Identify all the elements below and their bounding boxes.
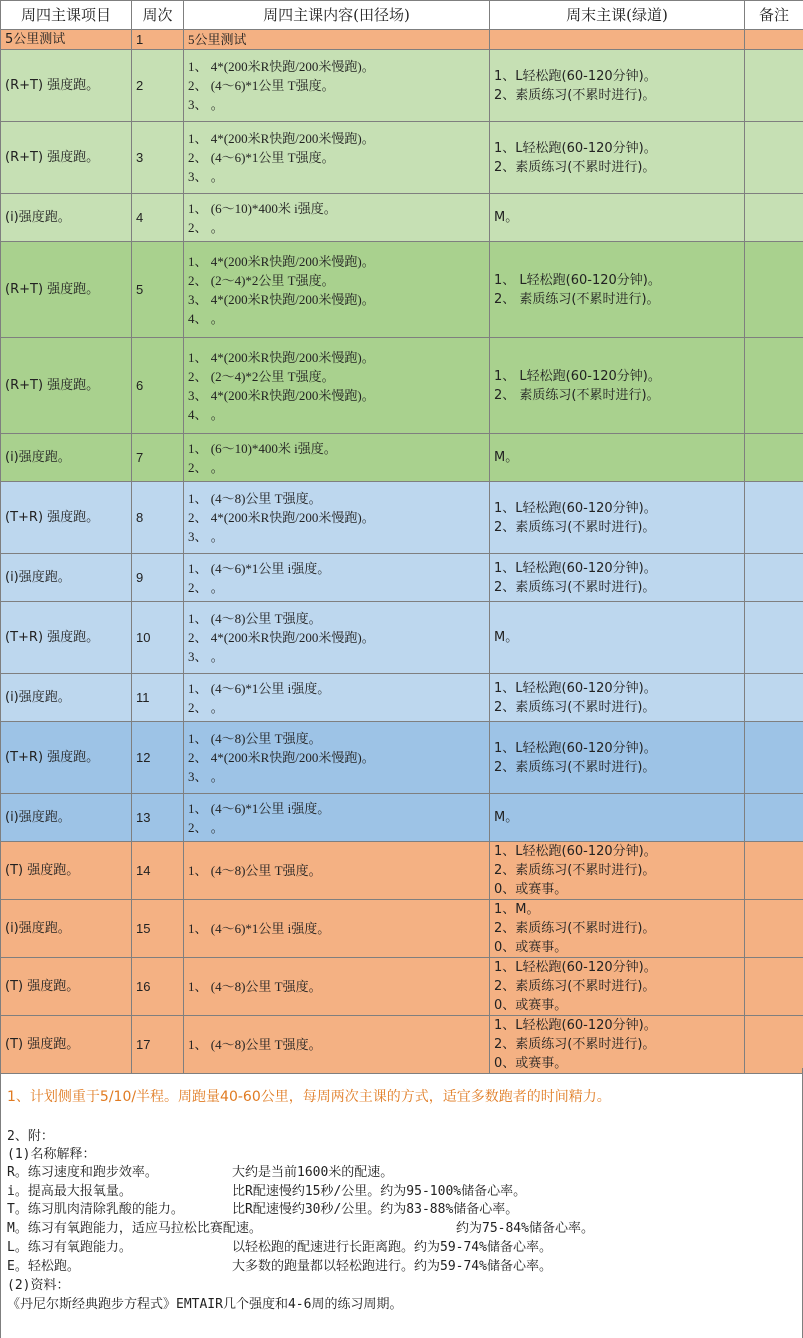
thursday-line: 2、 。 — [188, 219, 224, 235]
cell-weekend[interactable] — [490, 722, 745, 794]
thursday-line: 1、 4*(200米R快跑/200米慢跑)。 — [188, 349, 375, 365]
cell-note[interactable] — [745, 30, 803, 50]
weekend-line: 2、素质练习(不累时进行)。 — [494, 759, 656, 775]
cell-week[interactable]: 7 — [132, 434, 184, 482]
weekend-line: 2、素质练习(不累时进行)。 — [494, 519, 656, 535]
term-r-desc[interactable]: 大约是当前1600米的配速。 — [232, 1165, 394, 1180]
cell-type[interactable]: (i)强度跑。 — [1, 434, 132, 482]
cell-week[interactable]: 11 — [132, 674, 184, 722]
table-row — [1, 794, 803, 842]
cell-weekend[interactable] — [490, 194, 745, 242]
weekend-line: 1、 L轻松跑(60-120分钟)。 — [494, 368, 661, 384]
cell-note[interactable] — [745, 194, 803, 242]
weekend-line: 2、素质练习(不累时进行)。 — [494, 1037, 656, 1052]
weekend-line: 2、 素质练习(不累时进行)。 — [494, 387, 660, 403]
table-row — [1, 50, 803, 122]
cell-weekend[interactable] — [490, 30, 745, 50]
table-row — [1, 842, 803, 900]
cell-week[interactable]: 9 — [132, 554, 184, 602]
thursday-line: 1、 (6～10)*400米 i强度。 — [188, 440, 337, 456]
term-e-desc[interactable]: 大多数的跑量都以轻松跑进行。约为59-74%储备心率。 — [232, 1259, 552, 1274]
table-row — [1, 194, 803, 242]
table-row — [1, 122, 803, 194]
cell-week[interactable]: 10 — [132, 602, 184, 674]
weekend-line: M。 — [494, 630, 519, 645]
cell-week[interactable]: 2 — [132, 50, 184, 122]
table-row — [1, 1016, 803, 1074]
table-row — [1, 900, 803, 958]
thursday-line: 1、 (4～8)公里 T强度。 — [188, 611, 322, 626]
cell-note[interactable] — [745, 722, 803, 794]
cell-weekend[interactable] — [490, 674, 745, 722]
weekend-line: 1、L轻松跑(60-120分钟)。 — [494, 140, 657, 156]
cell-week[interactable]: 14 — [132, 842, 184, 900]
cell-thursday[interactable] — [184, 674, 490, 722]
cell-week[interactable]: 13 — [132, 794, 184, 842]
cell-type[interactable]: (R+T) 强度跑。 — [1, 242, 132, 338]
table-row — [1, 674, 803, 722]
cell-weekend[interactable] — [490, 554, 745, 602]
thursday-line: 1、 (4～8)公里 T强度。 — [188, 1037, 322, 1052]
cell-type[interactable]: (T) 强度跑。 — [1, 958, 132, 1016]
cell-thursday[interactable] — [184, 900, 490, 958]
cell-weekend[interactable] — [490, 338, 745, 434]
plan-note[interactable]: 1、计划侧重于5/10/半程。周跑量40-60公里，每周两次主课的方式，适宜多数跑者的时间精力。 — [7, 1089, 611, 1105]
table-row — [1, 602, 803, 674]
cell-weekend[interactable] — [490, 482, 745, 554]
cell-thursday[interactable] — [184, 842, 490, 900]
weekend-line: 2、素质练习(不累时进行)。 — [494, 979, 656, 994]
cell-note[interactable] — [745, 900, 803, 958]
cell-weekend[interactable] — [490, 50, 745, 122]
thursday-line: 4、 。 — [188, 310, 224, 326]
cell-week[interactable]: 16 — [132, 958, 184, 1016]
thursday-line: 1、 (4～8)公里 T强度。 — [188, 731, 322, 746]
thursday-line: 1、 (4～6)*1公里 i强度。 — [188, 800, 331, 816]
thursday-line: 1、 4*(200米R快跑/200米慢跑)。 — [188, 131, 375, 146]
cell-week[interactable]: 15 — [132, 900, 184, 958]
cell-thursday[interactable] — [184, 30, 490, 50]
cell-week[interactable]: 8 — [132, 482, 184, 554]
header-weekend[interactable]: 周末主课(绿道) — [490, 1, 745, 30]
table-row — [1, 434, 803, 482]
weekend-line: 2、素质练习(不累时进行)。 — [494, 699, 656, 715]
header-week[interactable]: 周次 — [132, 1, 184, 30]
cell-thursday[interactable] — [184, 958, 490, 1016]
source-text[interactable]: 《丹尼尔斯经典跑步方程式》EMTAIR几个强度和4-6周的练习周期。 — [7, 1297, 403, 1312]
term-l-desc[interactable]: 以轻松跑的配速进行长距离跑。约为59-74%储备心率。 — [232, 1240, 552, 1255]
cell-type[interactable]: (R+T) 强度跑。 — [1, 122, 132, 194]
cell-weekend[interactable] — [490, 434, 745, 482]
thursday-line: 1、 (4～8)公里 T强度。 — [188, 979, 322, 994]
term-r[interactable]: R。练习速度和跑步效率。 — [7, 1165, 158, 1180]
cell-weekend[interactable] — [490, 900, 745, 958]
cell-thursday[interactable] — [184, 794, 490, 842]
weekend-line: 1、L轻松跑(60-120分钟)。 — [494, 960, 657, 975]
weekend-line: 2、 素质练习(不累时进行)。 — [494, 291, 660, 307]
thursday-line: 1、 (4～6)*1公里 i强度。 — [188, 560, 331, 576]
thursday-line: 2、 。 — [188, 699, 224, 715]
header-thursday[interactable]: 周四主课内容(田径场) — [184, 1, 490, 30]
thursday-line: 1、 (4～8)公里 T强度。 — [188, 863, 322, 878]
cell-note[interactable] — [745, 1016, 803, 1074]
thursday-line: 2、 (2～4)*2公里 T强度。 — [188, 272, 335, 288]
terms-title[interactable]: (1)名称解释： — [7, 1147, 96, 1162]
thursday-line: 2、 。 — [188, 459, 224, 475]
cell-thursday[interactable] — [184, 122, 490, 194]
term-t-desc[interactable]: 比R配速慢约30秒/公里。约为83-88%储备心率。 — [232, 1202, 519, 1217]
weekend-line: 2、素质练习(不累时进行)。 — [494, 579, 656, 595]
cell-type[interactable]: (i)强度跑。 — [1, 794, 132, 842]
thursday-line: 3、 4*(200米R快跑/200米慢跑)。 — [188, 291, 375, 307]
cell-type[interactable]: (i)强度跑。 — [1, 194, 132, 242]
table-row — [1, 554, 803, 602]
weekend-line: 2、素质练习(不累时进行)。 — [494, 87, 656, 103]
weekend-line: 2、素质练习(不累时进行)。 — [494, 159, 656, 175]
cell-thursday[interactable] — [184, 194, 490, 242]
weekend-line: 1、L轻松跑(60-120分钟)。 — [494, 844, 657, 859]
notes-section — [0, 1068, 803, 1338]
cell-type[interactable]: (R+T) 强度跑。 — [1, 50, 132, 122]
term-e[interactable]: E。轻松跑。 — [7, 1259, 80, 1274]
table-row — [1, 482, 803, 554]
cell-type[interactable]: (T) 强度跑。 — [1, 842, 132, 900]
cell-week[interactable]: 17 — [132, 1016, 184, 1074]
cell-note[interactable] — [745, 122, 803, 194]
weekend-line: 0、或赛事。 — [494, 882, 568, 897]
term-m[interactable]: M。练习有氧跑能力，适应马拉松比赛配速。 — [7, 1221, 262, 1236]
thursday-line: 1、 (4～8)公里 T强度。 — [188, 491, 322, 506]
cell-weekend[interactable] — [490, 122, 745, 194]
cell-week[interactable]: 1 — [132, 30, 184, 50]
cell-note[interactable] — [745, 602, 803, 674]
cell-weekend[interactable] — [490, 794, 745, 842]
cell-thursday[interactable] — [184, 338, 490, 434]
cell-note[interactable] — [745, 674, 803, 722]
cell-note[interactable] — [745, 242, 803, 338]
thursday-line: 2、 (2～4)*2公里 T强度。 — [188, 368, 335, 384]
thursday-line: 2、 4*(200米R快跑/200米慢跑)。 — [188, 750, 375, 765]
thursday-line: 2、 。 — [188, 579, 224, 595]
weekend-line: 2、素质练习(不累时进行)。 — [494, 863, 656, 878]
cell-weekend[interactable] — [490, 1016, 745, 1074]
thursday-line: 1、 (6～10)*400米 i强度。 — [188, 200, 337, 216]
cell-type[interactable]: (T+R) 强度跑。 — [1, 722, 132, 794]
cell-type[interactable]: (i)强度跑。 — [1, 674, 132, 722]
header-note[interactable]: 备注 — [745, 1, 803, 30]
cell-week[interactable]: 3 — [132, 122, 184, 194]
cell-note[interactable] — [745, 434, 803, 482]
cell-thursday[interactable] — [184, 242, 490, 338]
thursday-line: 1、 4*(200米R快跑/200米慢跑)。 — [188, 59, 375, 74]
cell-type[interactable]: (T+R) 强度跑。 — [1, 482, 132, 554]
cell-type[interactable]: 5公里测试 — [1, 30, 132, 50]
weekend-line: M。 — [494, 450, 519, 465]
weekend-line: 1、L轻松跑(60-120分钟)。 — [494, 500, 657, 516]
cell-thursday[interactable] — [184, 482, 490, 554]
weekend-line: 0、或赛事。 — [494, 998, 568, 1013]
thursday-line: 1、 4*(200米R快跑/200米慢跑)。 — [188, 253, 375, 269]
thursday-line: 3、 。 — [188, 529, 224, 544]
thursday-line: 5公里测试 — [188, 32, 247, 47]
weekend-line: 0、或赛事。 — [494, 940, 568, 955]
weekend-line: 1、L轻松跑(60-120分钟)。 — [494, 68, 657, 84]
term-i-desc[interactable]: 比R配速慢约15秒/公里。约为95-100%储备心率。 — [232, 1184, 527, 1199]
cell-week[interactable]: 4 — [132, 194, 184, 242]
cell-thursday[interactable] — [184, 1016, 490, 1074]
thursday-line: 2、 (4～6)*1公里 T强度。 — [188, 150, 335, 165]
thursday-line: 1、 (4～6)*1公里 i强度。 — [188, 680, 331, 696]
cell-weekend[interactable] — [490, 602, 745, 674]
term-m-desc[interactable]: 约为75-84%储备心率。 — [456, 1221, 594, 1236]
thursday-line: 3、 4*(200米R快跑/200米慢跑)。 — [188, 387, 375, 403]
cell-note[interactable] — [745, 338, 803, 434]
table-row — [1, 242, 803, 338]
table-row — [1, 958, 803, 1016]
thursday-line: 2、 4*(200米R快跑/200米慢跑)。 — [188, 510, 375, 525]
header-type[interactable]: 周四主课项目 — [1, 1, 132, 30]
cell-note[interactable] — [745, 554, 803, 602]
weekend-line: M。 — [494, 810, 519, 825]
weekend-line: 0、或赛事。 — [494, 1056, 568, 1071]
cell-weekend[interactable] — [490, 242, 745, 338]
thursday-line: 1、 (4～6)*1公里 i强度。 — [188, 921, 331, 936]
term-i[interactable]: i。提高最大报氧量。 — [7, 1184, 132, 1199]
thursday-line: 3、 。 — [188, 97, 224, 112]
weekend-line: M。 — [494, 210, 519, 225]
weekend-line: 1、L轻松跑(60-120分钟)。 — [494, 740, 657, 756]
term-l[interactable]: L。练习有氧跑能力。 — [7, 1240, 132, 1255]
cell-weekend[interactable] — [490, 842, 745, 900]
thursday-line: 3、 。 — [188, 769, 224, 784]
thursday-line: 4、 。 — [188, 406, 224, 422]
thursday-line: 3、 。 — [188, 169, 224, 184]
thursday-line: 3、 。 — [188, 649, 224, 664]
thursday-line: 2、 4*(200米R快跑/200米慢跑)。 — [188, 630, 375, 645]
cell-week[interactable]: 6 — [132, 338, 184, 434]
cell-note[interactable] — [745, 842, 803, 900]
weekend-line: 2、素质练习(不累时进行)。 — [494, 921, 656, 936]
cell-note[interactable] — [745, 794, 803, 842]
appendix-heading[interactable]: 2、附： — [7, 1129, 54, 1144]
cell-note[interactable] — [745, 958, 803, 1016]
table-row — [1, 722, 803, 794]
cell-week[interactable]: 5 — [132, 242, 184, 338]
weekend-line: 1、L轻松跑(60-120分钟)。 — [494, 560, 657, 576]
weekend-line: 1、L轻松跑(60-120分钟)。 — [494, 1018, 657, 1033]
cell-note[interactable] — [745, 482, 803, 554]
thursday-line: 2、 。 — [188, 819, 224, 835]
table-row — [1, 338, 803, 434]
weekend-line: 1、 L轻松跑(60-120分钟)。 — [494, 272, 661, 288]
cell-type[interactable]: (T) 强度跑。 — [1, 1016, 132, 1074]
cell-weekend[interactable] — [490, 958, 745, 1016]
weekend-line: 1、M。 — [494, 902, 540, 917]
table-row — [1, 30, 803, 50]
header-row — [1, 1, 803, 30]
weekend-line: 1、L轻松跑(60-120分钟)。 — [494, 680, 657, 696]
cell-type[interactable]: (i)强度跑。 — [1, 554, 132, 602]
cell-thursday[interactable] — [184, 554, 490, 602]
cell-type[interactable]: (R+T) 强度跑。 — [1, 338, 132, 434]
cell-thursday[interactable] — [184, 602, 490, 674]
cell-type[interactable]: (i)强度跑。 — [1, 900, 132, 958]
thursday-line: 2、 (4～6)*1公里 T强度。 — [188, 78, 335, 93]
cell-week[interactable]: 12 — [132, 722, 184, 794]
cell-type[interactable]: (T+R) 强度跑。 — [1, 602, 132, 674]
cell-thursday[interactable] — [184, 722, 490, 794]
cell-thursday[interactable] — [184, 50, 490, 122]
cell-thursday[interactable] — [184, 434, 490, 482]
cell-note[interactable] — [745, 50, 803, 122]
term-t[interactable]: T。练习肌肉清除乳酸的能力。 — [7, 1202, 184, 1217]
sources-title[interactable]: (2)资料： — [7, 1278, 70, 1293]
